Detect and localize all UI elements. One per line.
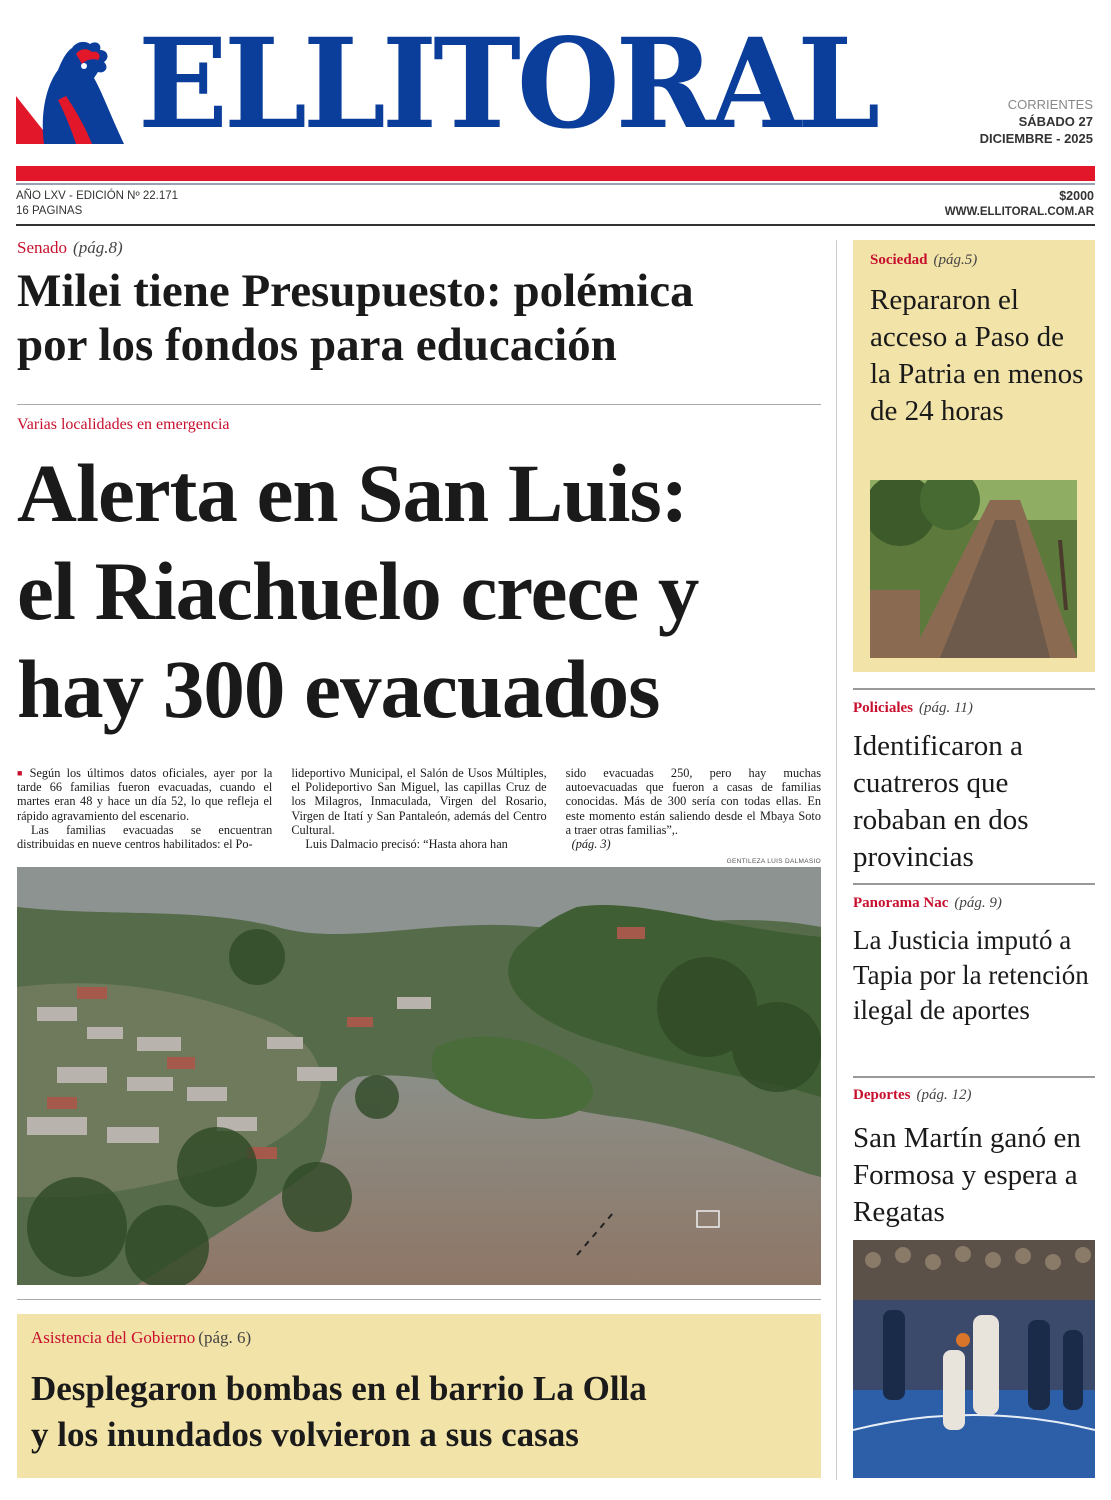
headline-line: y los inundados volvieron a sus casas (31, 1415, 579, 1454)
masthead (0, 0, 1111, 230)
section-kicker-panorama (853, 895, 1002, 912)
section-name: Asistencia del Gobierno (31, 1328, 196, 1347)
body-paragraph: sido evacuadas 250, pero hay muchas autoevacuadas que fueron a casas de familias conocidas. Más de 300 sería con todas ellas. En este momento están saliendo desde el Mbaya Soto a traer otras familias”,. (565, 766, 821, 837)
body-paragraph: Según los últimos datos oficiales, ayer por la tarde 66 familias fueron evacuadas, cuando el martes eran 48 y hace un día 52, lo que refleja el rápido agravamiento del escenario. (17, 766, 273, 823)
dateline-city: CORRIENTES (1007, 97, 1093, 112)
edition-number: AÑO LXV - EDICIÓN Nº 22.171 (16, 190, 179, 202)
divider (853, 1076, 1095, 1078)
dateline-day: SÁBADO 27 (1018, 114, 1093, 129)
section-kicker-senado (17, 238, 123, 258)
cover-price: $2000 (1059, 189, 1094, 203)
section-name: Panorama Nac (853, 895, 949, 911)
headline-sociedad: Repararon el acceso a Paso de la Patria en menos de 24 horas (870, 284, 1084, 427)
page-reference: (pág. 11) (919, 700, 973, 716)
divider (853, 883, 1095, 885)
headline-policiales[interactable]: Identificaron a cuatreros que robaban en dos provincias (853, 730, 1029, 873)
dateline-date: DICIEMBRE - 2025 (979, 131, 1093, 146)
body-paragraph: Las familias evacuadas se encuentran distribuidas en nueve centros habilitados: el Po- (17, 822, 273, 852)
square-bullet-icon: ■ (17, 768, 26, 778)
logo-wordmark: ELLITORAL (138, 10, 877, 157)
page-reference: (pág.5) (933, 252, 978, 268)
section-name: Policiales (853, 700, 913, 716)
body-column-1 (17, 766, 272, 858)
masthead-bottom-rule (16, 224, 1095, 226)
headline-line: por los fondos para educación (17, 319, 617, 371)
headline-line: Alerta en San Luis: (17, 447, 688, 539)
masthead-thin-rule (16, 183, 1095, 185)
section-kicker-asistencia (31, 1328, 251, 1348)
divider (853, 688, 1095, 690)
body-column-2 (291, 766, 546, 858)
page-count: 16 PAGINAS (16, 205, 83, 217)
headline-deportes[interactable]: San Martín ganó en Formosa y espera a Regatas (853, 1122, 1081, 1228)
body-paragraph: Luis Dalmacio precisó: “Hasta ahora han (305, 837, 508, 852)
body-column-3 (566, 766, 821, 858)
website-link[interactable]: WWW.ELLITORAL.COM.AR (944, 206, 1094, 218)
lead-body-text (17, 766, 821, 858)
lead-headline[interactable] (17, 444, 829, 738)
page-reference: (pág.8) (73, 238, 123, 257)
basketball-photo[interactable] (853, 1240, 1095, 1478)
headline-line: Milei tiene Presupuesto: polémica (17, 265, 694, 317)
section-name: Deportes (853, 1087, 911, 1103)
road-repair-photo[interactable] (870, 480, 1077, 658)
headline-line: Desplegaron bombas en el barrio La Olla (31, 1369, 647, 1408)
divider (17, 404, 821, 405)
masthead-red-rule (16, 166, 1095, 181)
page-reference: (pág. 6) (198, 1328, 252, 1347)
headline-senado[interactable] (17, 264, 829, 372)
rooster-logo-icon (14, 34, 126, 146)
section-kicker-policiales (853, 700, 973, 717)
page-reference: (pág. 9) (954, 895, 1002, 911)
column-divider (836, 240, 837, 1480)
page-reference: (pág. 12) (916, 1087, 972, 1103)
story-box-sociedad[interactable] (853, 240, 1095, 672)
section-name: Senado (17, 238, 68, 257)
headline-panorama[interactable]: La Justicia imputó a Tapia por la retención ilegal de aportes (853, 925, 1089, 1025)
body-paragraph: lideportivo Municipal, el Salón de Usos Múltiples, el Polideportivo San Miguel, las capillas Cruz de los Milagros, Inmaculada, Virgen del Rosario, Virgen de Itatí y San Pantaleón, además del Centro Cultural. (291, 766, 547, 837)
section-kicker-deportes (853, 1087, 971, 1104)
story-box-asistencia[interactable] (17, 1314, 821, 1478)
headline-line: hay 300 evacuados (17, 643, 660, 735)
flood-aerial-photo[interactable] (17, 867, 821, 1285)
headline-asistencia (31, 1366, 811, 1458)
section-name: Sociedad (870, 252, 928, 268)
headline-line: el Riachuelo crece y (17, 545, 699, 637)
divider (17, 1299, 821, 1300)
photo-credit: GENTILEZA LUIS DALMASIO (726, 858, 821, 865)
section-kicker-sociedad (870, 252, 977, 269)
page-reference: (pág. 3) (571, 837, 611, 852)
lead-kicker: Varias localidades en emergencia (17, 416, 230, 433)
